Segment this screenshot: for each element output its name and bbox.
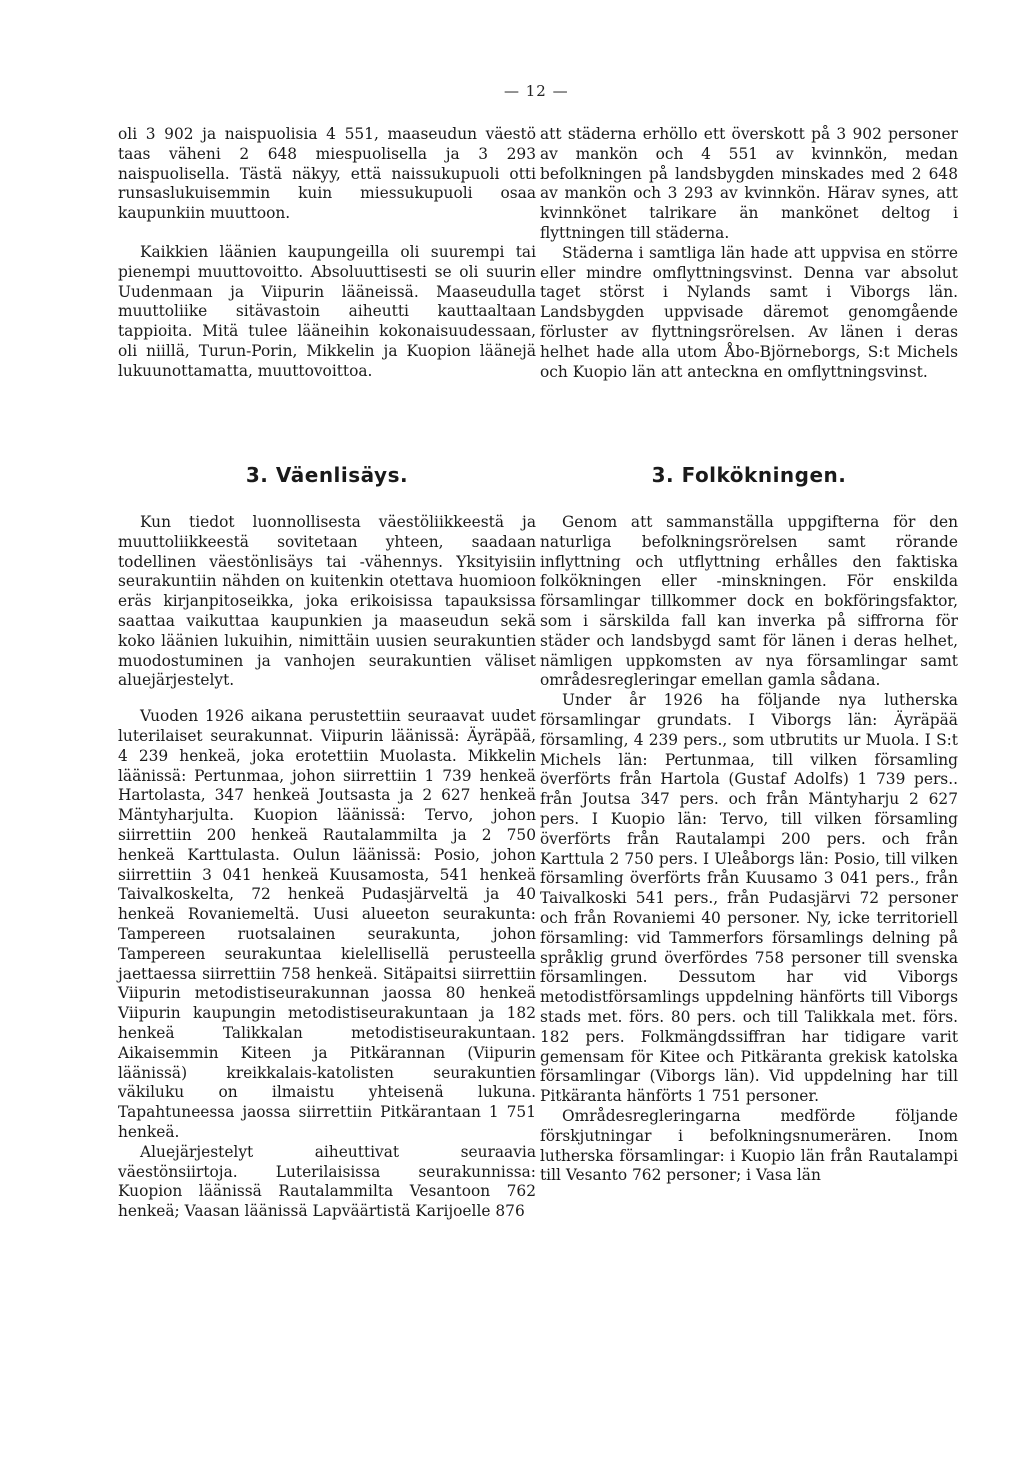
- paragraph: Kun tiedot luonnollisesta väestöliikkeestä ja muuttoliikkeestä sovitetaan yhteen, saadaan todellinen väestönlisäys tai -vähennys. Yksityisiin seurakuntiin nähden on kuitenkin otettava huomioon eräs kirjanpitoseikka, joka erikoisissa tapauksissa saattaa vaikuttaa kaupunkien ja maaseudun sekä koko läänien lukuihin, nimittäin uusien seurakuntien muodostuminen ja vanhojen seurakuntien väliset aluejärjestelyt.: [118, 513, 536, 690]
- paragraph: Aluejärjestelyt aiheuttivat seuraavia väestönsiirtoja. Luterilaisissa seurakunnissa: Kuopion läänissä Rautalammilta Vesantoon 762 henkeä; Vaasan läänissä Lapväärtistä Karijoelle 876: [118, 1142, 536, 1221]
- paragraph: oli 3 902 ja naispuolisia 4 551, maaseudun väestö taas väheni 2 648 miespuolisella ja 3 293 naispuolisella. Tästä näkyy, että naissukupuoli otti runsaslukuisemmin kuin miessukupuoli osaa kaupunkiin muuttoon.: [118, 125, 536, 223]
- section-heading-finnish: 3. Väenlisäys.: [245, 463, 409, 487]
- top-swedish-column: [540, 125, 958, 382]
- section-heading-swedish: 3. Folkökningen.: [651, 463, 847, 487]
- paragraph: Områdesregleringarna medförde följande förskjutningar i befolkningsnumerären. Inom lutherska församlingar: i Kuopio län från Rautalampi till Vesanto 762 personer; i Vasa län: [540, 1106, 958, 1185]
- top-finnish-column: [118, 125, 536, 382]
- page-number: — 12 —: [504, 82, 569, 100]
- paragraph: att städerna erhöllo ett överskott på 3 902 personer av mankön och 4 551 av kvinnkön, medan befolkningen på landsbygden minskades med 2 648 av mankön och 3 293 av kvinnkön. Härav synes, att kvinnkönet talrikare än mankönet deltog i flyttningen till städerna.: [540, 125, 958, 242]
- paragraph: Genom att sammanställa uppgifterna för den naturliga befolkningsrörelsen samt rörande inflyttning och utflyttning erhålles den faktiska folkökningen eller -minskningen. För enskilda församlingar tillkommer dock en bokföringsfaktor, som i särskilda fall kan inverka på siffrorna för städer och landsbygd samt för länen i deras helhet, nämligen uppkomsten av nya församlingar samt områdesregleringar emellan gamla sådana.: [540, 513, 958, 690]
- section-swedish-column: [540, 513, 958, 1186]
- section-finnish-column: [118, 513, 536, 1222]
- paragraph: Kaikkien läänien kaupungeilla oli suurempi tai pienempi muuttovoitto. Absoluuttisesti se oli suurin Uudenmaan ja Viipurin lääneissä. Maaseudulla muuttoliike sitävastoin aiheutti kauttaaltaan tappioita. Mitä tulee lääneihin kokonaisuudessaan, oli niillä, Turun-Porin, Mikkelin ja Kuopion läänejä lukuunottamatta, muuttovoittoa.: [118, 242, 536, 380]
- paragraph: Vuoden 1926 aikana perustettiin seuraavat uudet luterilaiset seurakunnat. Viipurin läänissä: Äyräpää, 4 239 henkeä, joka erotettiin Muolasta. Mikkelin läänissä: Pertunmaa, johon siirrettiin 1 739 henkeä Hartolasta, 347 henkeä Joutsasta ja 2 627 henkeä Mäntyharjulta. Kuopion läänissä: Tervo, johon siirrettiin 200 henkeä Rautalammilta ja 2 750 henkeä Karttulasta. Oulun läänissä: Posio, johon siirrettiin 3 041 henkeä Kuusamosta, 541 henkeä Taivalkoskelta, 72 henkeä Pudasjärveltä ja 40 henkeä Rovaniemeltä. Uusi alueeton seurakunta: Tampereen ruotsalainen seurakunta, johon Tampereen seurakuntaa kielellisellä perusteella jaettaessa siirrettiin 758 henkeä. Sitäpaitsi siirrettiin Viipurin metodistiseurakunnan jaossa 80 henkeä Viipurin kaupungin metodistiseurakuntaan ja 182 henkeä Talikkalan metodistiseurakuntaan. Aikaisemmin Kiteen ja Pitkärannan (Viipurin läänissä) kreikkalais-katolisten seurakuntien väkiluku on ilmaistu yhteisenä lukuna. Tapahtuneessa jaossa siirrettiin Pitkärantaan 1 751 henkeä.: [118, 707, 536, 1141]
- paragraph: Under år 1926 ha följande nya lutherska församlingar grundats. I Viborgs län: Äyräpää församling, 4 239 pers., som utbrutits ur Muola. I S:t Michels län: Pertunmaa, till vilken församling överförts från Hartola (Gustaf Adolfs) 1 739 pers.. från Joutsa 347 pers. och från Mäntyharju 2 627 pers. I Kuopio län: Tervo, till vilken församling överförts från Rautalampi 200 pers. och från Karttula 2 750 pers. I Uleåborgs län: Posio, till vilken församling överförts från Kuusamo 3 041 pers., från Taivalkoski 541 pers., från Pudasjärvi 72 personer och från Rovaniemi 40 personer. Ny, icke territoriell församling: vid Tammerfors församlings delning på språklig grund överfördes 758 personer till svenska församlingen. Dessutom har vid Viborgs metodistförsamlings uppdelning hänförts till Viborgs stads met. förs. 80 pers. och till Talikkala met. förs. 182 pers. Folkmängdssiffran har tidigare varit gemensam för Kitee och Pitkäranta grekisk katolska församlingar (Viborgs län). Vid uppdelning har till Pitkäranta hänförts 1 751 personer.: [540, 691, 958, 1106]
- paragraph: Städerna i samtliga län hade att uppvisa en större eller mindre omflyttningsvinst. Denna var absolut taget störst i Nylands samt i Viborgs län. Landsbygden uppvisade däremot genomgående förluster av flyttningsrörelsen. Av länen i deras helhet hade alla utom Åbo-Björneborgs, S:t Michels och Kuopio län att anteckna en omflyttningsvinst.: [540, 243, 958, 381]
